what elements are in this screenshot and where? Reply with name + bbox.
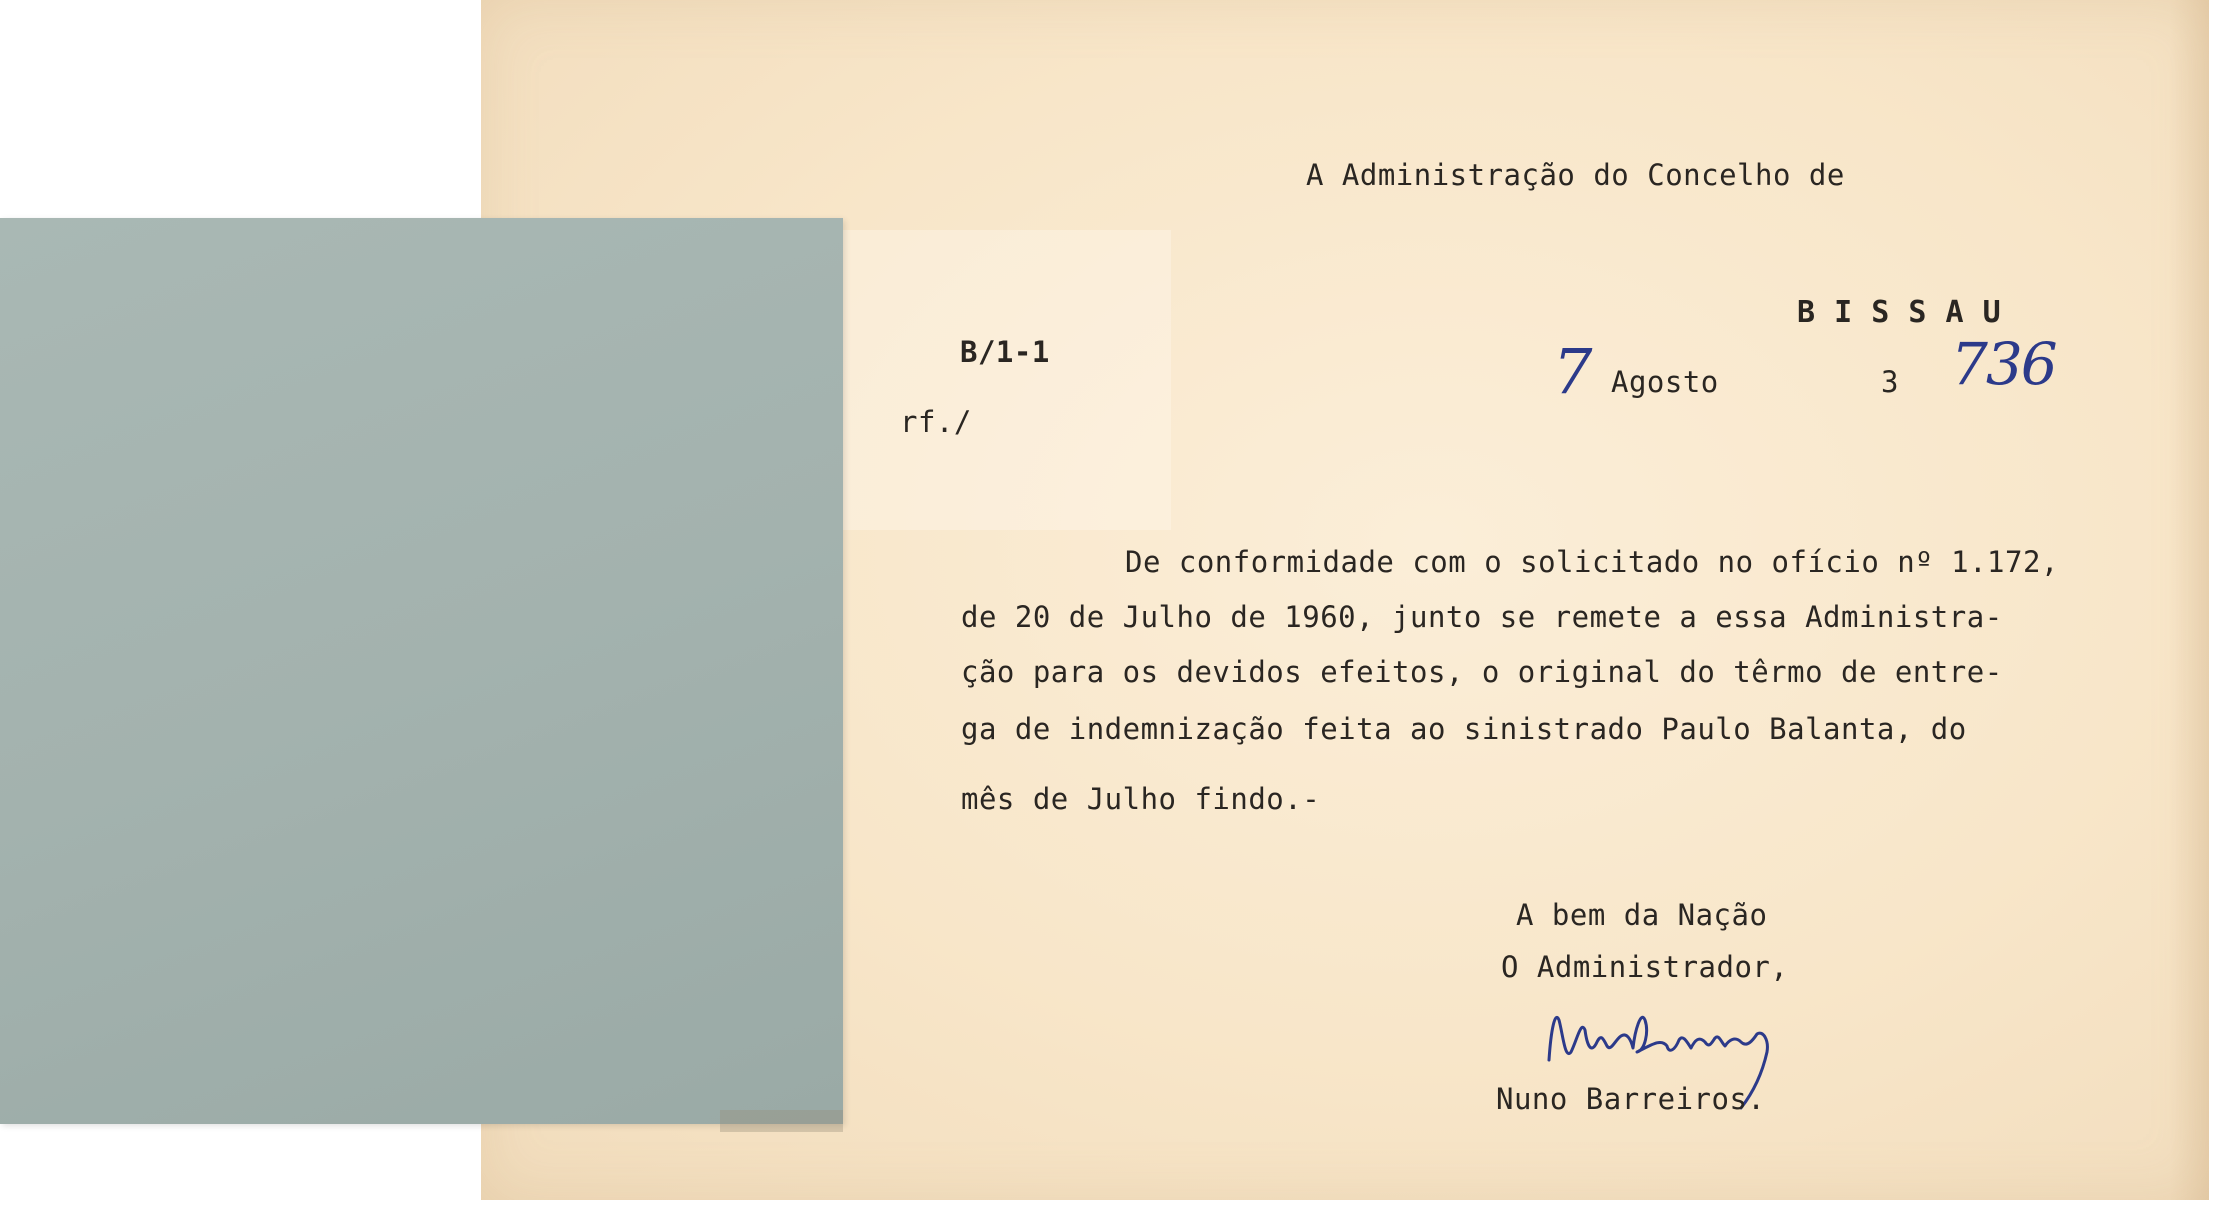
signatory-name: Nuno Barreiros. [1496, 1082, 1766, 1116]
cover-sheet-shadow [720, 1110, 843, 1132]
body-line-1: De conformidade com o solicitado no ofício nº 1.172, [1125, 545, 2059, 579]
grey-cover-sheet [0, 218, 843, 1124]
body-line-3: ção para os devidos efeitos, o original do têrmo de entre- [961, 655, 2003, 689]
handwritten-day: 7 [1553, 335, 1593, 408]
handwritten-number: 736 [1951, 330, 2056, 398]
reference-code: B/1-1 [960, 335, 1050, 369]
date-month: Agosto [1611, 365, 1719, 399]
paper-stain [841, 230, 1171, 530]
body-line-2: de 20 de Julho de 1960, junto se remete a essa Administra- [961, 600, 2003, 634]
date-year-digit: 3 [1881, 365, 1899, 399]
body-line-4: ga de indemnização feita ao sinistrado Paulo Balanta, do [961, 712, 1967, 746]
signatory-title: O Administrador, [1501, 950, 1789, 984]
addressee-line: A Administração do Concelho de [1306, 158, 1845, 192]
typist-initials: rf./ [900, 405, 972, 439]
body-line-5: mês de Julho findo.- [961, 782, 1321, 816]
city-name: B I S S A U [1797, 295, 2002, 330]
closing-phrase: A bem da Nação [1516, 898, 1768, 932]
